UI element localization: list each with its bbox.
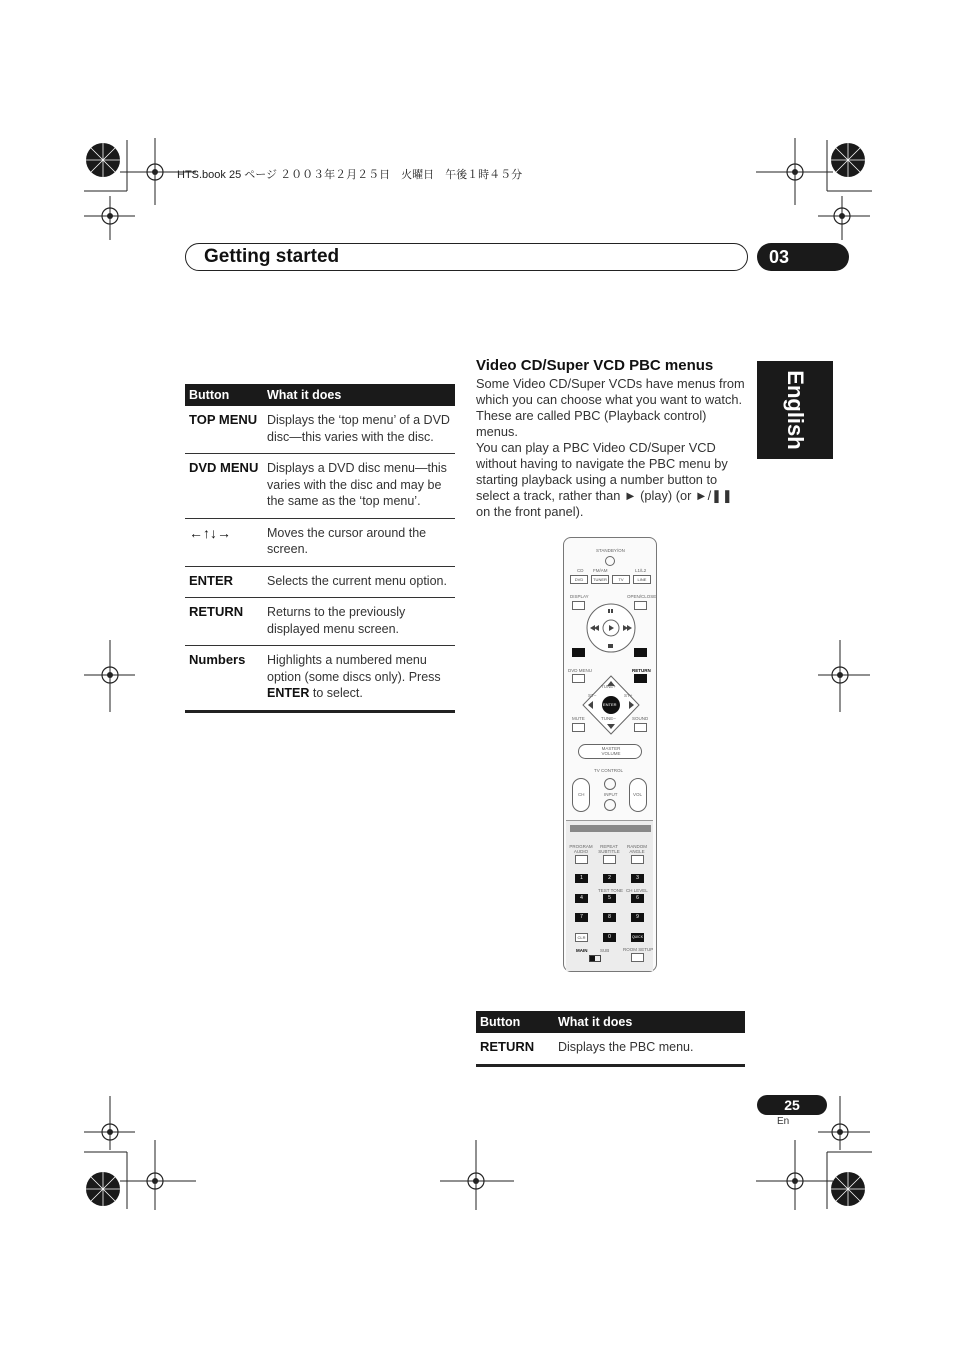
pbc-buttons-table xyxy=(476,1011,745,1067)
desc-tail: to select. xyxy=(309,686,363,700)
input-label: INPUT xyxy=(604,792,618,797)
section-heading: Video CD/Super VCD PBC menus xyxy=(476,357,714,374)
button-name: Numbers xyxy=(185,646,263,712)
number-8-button: 8 xyxy=(603,913,616,922)
tv-control-label: TV CONTROL xyxy=(594,768,624,773)
master-volume-label: MASTER VOLUME xyxy=(601,746,621,756)
button-name: TOP MENU xyxy=(185,406,263,454)
remote-control-illustration xyxy=(563,537,657,972)
tv-power-button xyxy=(604,778,616,790)
number-3-button: 3 xyxy=(631,874,644,883)
st-minus-label: ST– xyxy=(588,693,597,698)
section-para-2: You can play a PBC Video CD/Super VCD without having to navigate the PBC menu by starting playback using a number button to select a track, rather than ► (play) (or ►/❚❚ on the front panel). xyxy=(476,440,733,519)
function-strip xyxy=(570,825,651,832)
repeat-subtitle-label: REPEAT SUBTITLE xyxy=(598,844,620,854)
dvd-menu-label: DVD MENU xyxy=(568,668,593,673)
ch-label: CH xyxy=(578,792,585,797)
table-header-button: Button xyxy=(476,1011,554,1033)
random-button xyxy=(631,855,644,864)
button-desc: Displays the PBC menu. xyxy=(554,1033,745,1065)
fmam-label: FM/AM xyxy=(593,568,608,573)
button-desc: Returns to the previously displayed menu screen. xyxy=(263,598,455,646)
number-2-button: 2 xyxy=(603,874,616,883)
input-button xyxy=(604,799,616,811)
table-row xyxy=(185,518,455,566)
next-button xyxy=(634,648,647,657)
page-number: 25 xyxy=(757,1095,827,1115)
open-close-label: OPEN/CLOSE xyxy=(627,594,657,599)
button-desc: Displays a DVD disc menu—this varies with the disc and may be the same as the ‘top menu’. xyxy=(263,454,455,519)
page-title: Getting started xyxy=(204,246,340,267)
l1l2-label: L1/L2 xyxy=(635,568,647,573)
table-row xyxy=(185,646,455,712)
return-label: RETURN xyxy=(632,668,651,673)
desc-text: Highlights a numbered menu option (some discs only). Press xyxy=(267,653,441,684)
page-language: En xyxy=(777,1116,790,1127)
repeat-button xyxy=(603,855,616,864)
display-label: DISPLAY xyxy=(570,594,589,599)
table-row xyxy=(476,1033,745,1065)
line-source-button: LINE xyxy=(633,575,651,584)
number-0-button: 0 xyxy=(603,933,616,942)
tuner-source-button: TUNER xyxy=(591,575,609,584)
table-header-desc: What it does xyxy=(263,384,455,406)
button-desc: Selects the current menu option. xyxy=(263,566,455,598)
table-row xyxy=(185,598,455,646)
number-7-button: 7 xyxy=(575,913,588,922)
main-sub-switch xyxy=(589,955,601,962)
table-row xyxy=(185,566,455,598)
number-6-button: 6 xyxy=(631,894,644,903)
standby-button xyxy=(605,556,615,566)
button-desc: Moves the cursor around the screen. xyxy=(263,518,455,566)
table-header-row xyxy=(185,384,455,406)
random-angle-label: RANDOM ANGLE xyxy=(627,844,647,854)
main-label: MAIN xyxy=(576,948,588,953)
button-name: ENTER xyxy=(185,566,263,598)
dvd-source-button: DVD xyxy=(570,575,588,584)
header-bar xyxy=(185,243,748,271)
arrow-keys-label: ←↑↓→ xyxy=(185,518,263,566)
st-plus-label: ST+ xyxy=(624,693,633,698)
quick-button: QUICK xyxy=(631,933,644,942)
room-setup-label: ROOM SETUP xyxy=(623,947,654,952)
standby-label: STANDBY/ON xyxy=(596,548,625,553)
button-name: RETURN xyxy=(185,598,263,646)
room-setup-button xyxy=(631,953,644,962)
ch-level-label: CH LEVEL xyxy=(626,888,648,893)
mute-label: MUTE xyxy=(572,716,585,721)
desc-bold: ENTER xyxy=(267,686,310,700)
sub-label: SUB xyxy=(600,948,610,953)
cd-label: CD xyxy=(577,568,584,573)
number-5-button: 5 xyxy=(603,894,616,903)
sound-label: SOUND xyxy=(632,716,649,721)
number-9-button: 9 xyxy=(631,913,644,922)
previous-button xyxy=(572,648,585,657)
sound-button xyxy=(634,723,647,732)
print-info: HTS.book 25 ページ ２００３年２月２５日 火曜日 午後１時４５分 xyxy=(177,169,523,181)
tune-down-label: TUNE– xyxy=(601,716,616,721)
vol-label: VOL xyxy=(633,792,643,797)
table-row xyxy=(185,406,455,454)
language-tab-label: English xyxy=(783,370,808,450)
button-name: RETURN xyxy=(476,1033,554,1065)
button-desc xyxy=(263,646,455,712)
button-desc: Displays the ‘top menu’ of a DVD disc—this varies with the disc. xyxy=(263,406,455,454)
tune-up-label: TUNE+ xyxy=(601,684,616,689)
table-header-button: Button xyxy=(185,384,263,406)
test-tone-label: TEST TONE xyxy=(598,888,624,893)
program-audio-label: PROGRAM AUDIO xyxy=(569,844,593,854)
language-tab xyxy=(757,361,833,459)
button-name: DVD MENU xyxy=(185,454,263,519)
number-4-button: 4 xyxy=(575,894,588,903)
tv-source-button: TV xyxy=(612,575,630,584)
number-1-button: 1 xyxy=(575,874,588,883)
section-para-1: Some Video CD/Super VCDs have menus from which you can choose what you want to watch. These are called PBC (Playback control) menus. xyxy=(476,376,745,439)
clr-button: CLR xyxy=(575,933,588,942)
chapter-badge: 03 xyxy=(757,243,849,271)
enter-label: ENTER xyxy=(603,702,617,707)
table-header-row xyxy=(476,1011,745,1033)
mute-button xyxy=(572,723,585,732)
program-button xyxy=(575,855,588,864)
transport-dial xyxy=(584,596,638,654)
table-header-desc: What it does xyxy=(554,1011,745,1033)
menu-buttons-table xyxy=(185,384,455,713)
table-row xyxy=(185,454,455,519)
